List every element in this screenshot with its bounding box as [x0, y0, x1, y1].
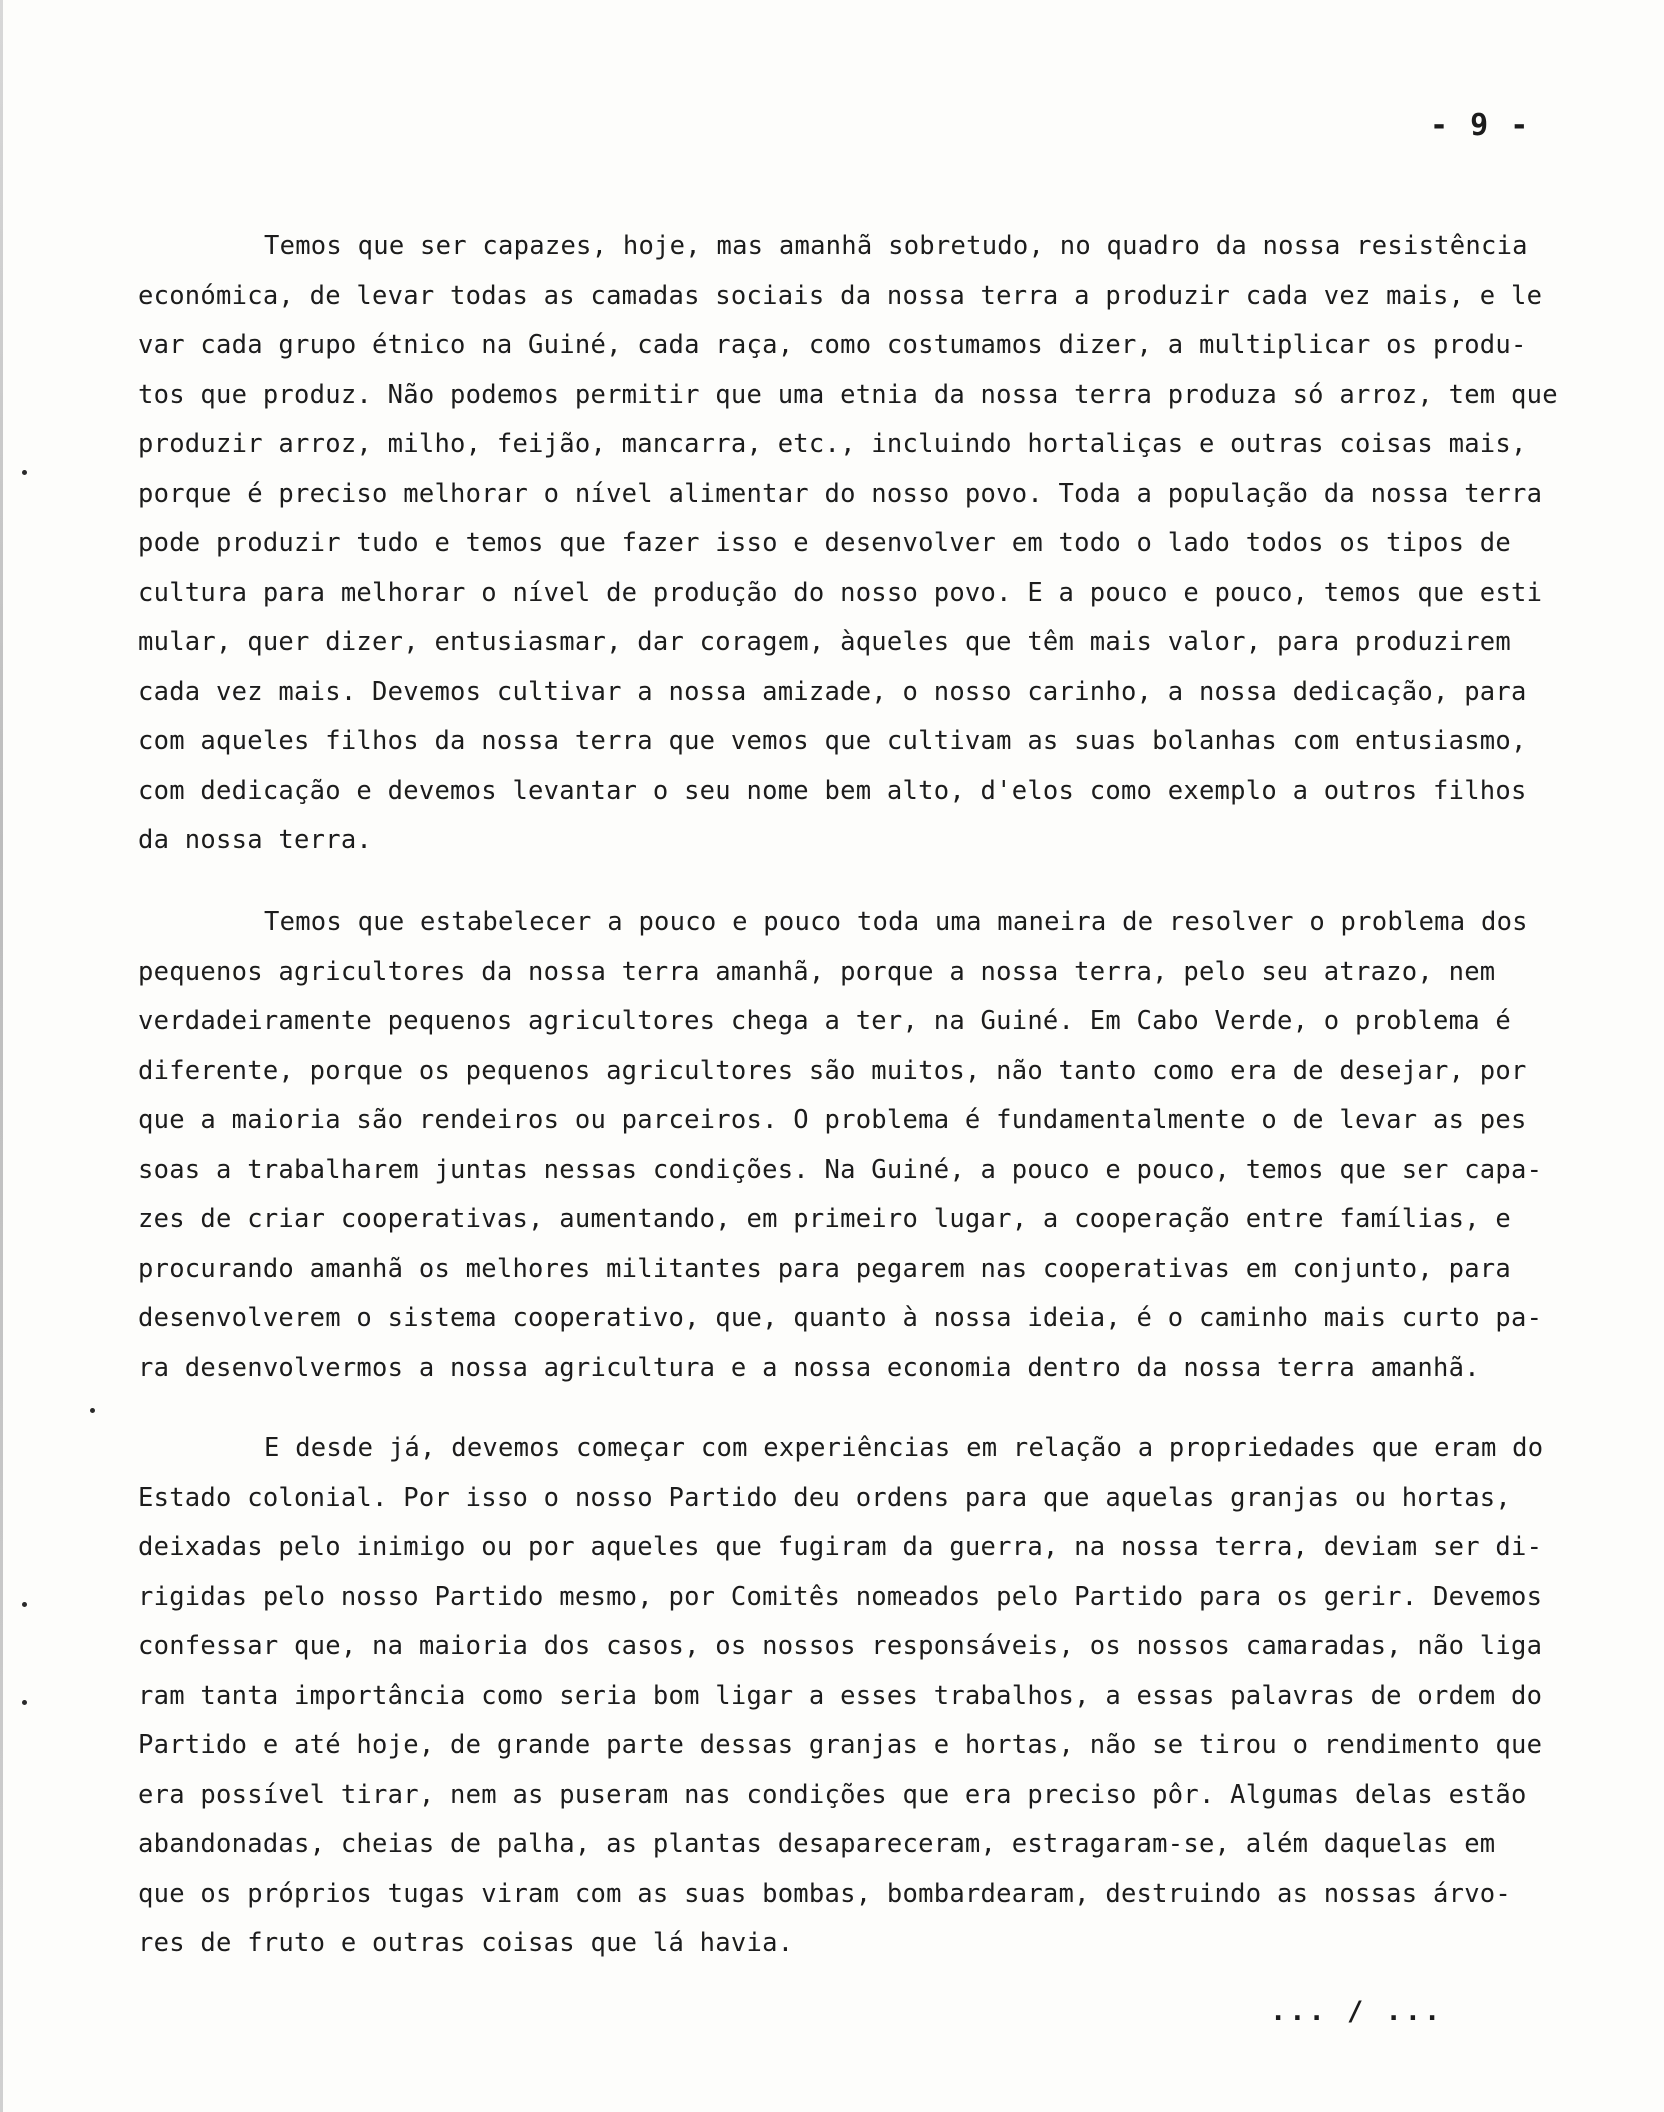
paragraph-2 — [138, 898, 1558, 1393]
page-number: - 9 - — [1430, 108, 1531, 143]
margin-speck — [90, 1408, 95, 1413]
text-line: E desde já, devemos começar com experiências em relação a propriedades que eram do — [264, 1433, 1544, 1463]
text-line: com dedicação e devemos levantar o seu nome bem alto, d'elos como exemplo a outros filhos — [138, 775, 1527, 806]
text-line: porque é preciso melhorar o nível alimentar do nosso povo. Toda a população da nossa terra — [138, 478, 1543, 509]
text-line: deixadas pelo inimigo ou por aqueles que fugiram da guerra, na nossa terra, deviam ser di- — [138, 1532, 1543, 1562]
text-line: var cada grupo étnico na Guiné, cada raça, como costumamos dizer, a multiplicar os produ- — [138, 330, 1527, 360]
text-line: mular, quer dizer, entusiasmar, dar coragem, àqueles que têm mais valor, para produzirem — [138, 627, 1512, 657]
paragraph-1 — [138, 222, 1558, 866]
margin-speck — [22, 1700, 27, 1705]
paragraph-3 — [138, 1424, 1558, 1969]
scan-edge — [0, 0, 3, 2112]
text-line: pode produzir tudo e temos que fazer isso e desenvolver em todo o lado todos os tipos de — [138, 528, 1512, 558]
text-line: produzir arroz, milho, feijão, mancarra, etc., incluindo hortaliças e outras coisas mais, — [138, 429, 1527, 459]
text-line: ra desenvolvermos a nossa agricultura e a nossa economia dentro da nossa terra amanhã. — [138, 1352, 1480, 1383]
continuation-mark: ... / ... — [1270, 1996, 1444, 2027]
text-line: confessar que, na maioria dos casos, os nossos responsáveis, os nossos camaradas, não liga — [138, 1631, 1543, 1661]
text-line: que a maioria são rendeiros ou parceiros. O problema é fundamentalmente o de levar as pes — [138, 1105, 1527, 1135]
margin-speck — [22, 1602, 27, 1607]
text-line: Temos que estabelecer a pouco e pouco toda uma maneira de resolver o problema dos — [264, 907, 1528, 937]
margin-speck — [22, 470, 27, 475]
text-line: Temos que ser capazes, hoje, mas amanhã sobretudo, no quadro da nossa resistência — [264, 231, 1528, 261]
text-line: era possível tirar, nem as puseram nas condições que era preciso pôr. Algumas delas estão — [138, 1779, 1527, 1810]
text-line: verdadeiramente pequenos agricultores chega a ter, na Guiné. Em Cabo Verde, o problema é — [138, 1006, 1512, 1036]
text-line: procurando amanhã os melhores militantes para pegarem nas cooperativas em conjunto, para — [138, 1253, 1512, 1284]
text-line: que os próprios tugas viram com as suas bombas, bombardearam, destruindo as nossas árvo- — [138, 1878, 1512, 1909]
text-line: pequenos agricultores da nossa terra amanhã, porque a nossa terra, pelo seu atrazo, nem — [138, 956, 1496, 987]
text-line: da nossa terra. — [138, 825, 373, 855]
text-line: rigidas pelo nosso Partido mesmo, por Comitês nomeados pelo Partido para os gerir. Devemos — [138, 1581, 1543, 1612]
text-line: com aqueles filhos da nossa terra que vemos que cultivam as suas bolanhas com entusiasmo, — [138, 726, 1527, 756]
text-line: cultura para melhorar o nível de produção do nosso povo. E a pouco e pouco, temos que esti — [138, 577, 1543, 608]
text-line: Partido e até hoje, de grande parte dessas granjas e hortas, não se tirou o rendimento que — [138, 1730, 1543, 1760]
text-line: económica, de levar todas as camadas sociais da nossa terra a produzir cada vez mais, e le — [138, 280, 1543, 311]
text-line: zes de criar cooperativas, aumentando, em primeiro lugar, a cooperação entre famílias, e — [138, 1204, 1512, 1234]
text-line: ram tanta importância como seria bom ligar a esses trabalhos, a essas palavras de ordem do — [138, 1680, 1543, 1711]
text-line: soas a trabalharem juntas nessas condições. Na Guiné, a pouco e pouco, temos que ser capa- — [138, 1154, 1543, 1185]
text-line: abandonadas, cheias de palha, as plantas desapareceram, estragaram-se, além daquelas em — [138, 1829, 1496, 1859]
text-line: tos que produz. Não podemos permitir que uma etnia da nossa terra produza só arroz, tem que — [138, 379, 1558, 410]
text-line: cada vez mais. Devemos cultivar a nossa amizade, o nosso carinho, a nossa dedicação, para — [138, 676, 1527, 707]
text-line: diferente, porque os pequenos agricultores são muitos, não tanto como era de desejar, por — [138, 1055, 1527, 1086]
text-line: Estado colonial. Por isso o nosso Partido deu ordens para que aquelas granjas ou hortas, — [138, 1482, 1512, 1513]
text-line: desenvolverem o sistema cooperativo, que, quanto à nossa ideia, é o caminho mais curto pa- — [138, 1303, 1543, 1333]
text-line: res de fruto e outras coisas que lá havia. — [138, 1928, 794, 1958]
